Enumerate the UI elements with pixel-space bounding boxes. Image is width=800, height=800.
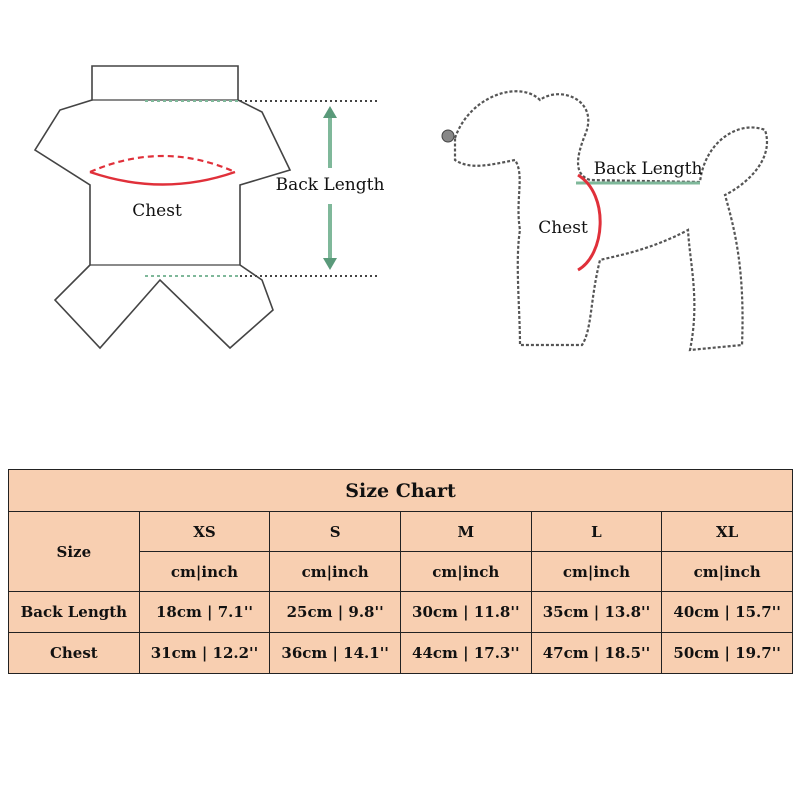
unit-xl: cm|inch <box>662 552 793 592</box>
back-length-row-label: Back Length <box>9 592 140 633</box>
unit-s: cm|inch <box>270 552 401 592</box>
dog-chest-label: Chest <box>538 218 588 238</box>
dog-diagram <box>442 91 767 350</box>
chest-xl: 50cm | 19.7'' <box>662 633 793 674</box>
chest-s: 36cm | 14.1'' <box>270 633 401 674</box>
chest-m: 44cm | 17.3'' <box>400 633 531 674</box>
unit-l: cm|inch <box>531 552 662 592</box>
size-s: S <box>270 512 401 552</box>
garment-back-length-label: Back Length <box>275 175 385 195</box>
back-length-arrow-top <box>323 106 337 168</box>
back-length-xs: 18cm | 7.1'' <box>139 592 270 633</box>
garment-chest-label: Chest <box>132 201 182 221</box>
back-length-s: 25cm | 9.8'' <box>270 592 401 633</box>
garment-diagram <box>35 66 384 348</box>
size-chart-table <box>8 469 793 674</box>
chest-row-label: Chest <box>9 633 140 674</box>
unit-m: cm|inch <box>400 552 531 592</box>
dog-outline <box>455 91 767 350</box>
back-length-l: 35cm | 13.8'' <box>531 592 662 633</box>
dog-back-length-label: Back Length <box>593 159 703 179</box>
back-length-xl: 40cm | 15.7'' <box>662 592 793 633</box>
size-header-cell: Size <box>9 512 140 592</box>
size-xs: XS <box>139 512 270 552</box>
size-xl: XL <box>662 512 793 552</box>
chest-xs: 31cm | 12.2'' <box>139 633 270 674</box>
back-length-arrow-bottom <box>323 204 337 270</box>
back-length-m: 30cm | 11.8'' <box>400 592 531 633</box>
size-m: M <box>400 512 531 552</box>
chest-l: 47cm | 18.5'' <box>531 633 662 674</box>
size-chart-title: Size Chart <box>9 470 793 512</box>
dog-nose-icon <box>442 130 454 142</box>
unit-xs: cm|inch <box>139 552 270 592</box>
size-l: L <box>531 512 662 552</box>
